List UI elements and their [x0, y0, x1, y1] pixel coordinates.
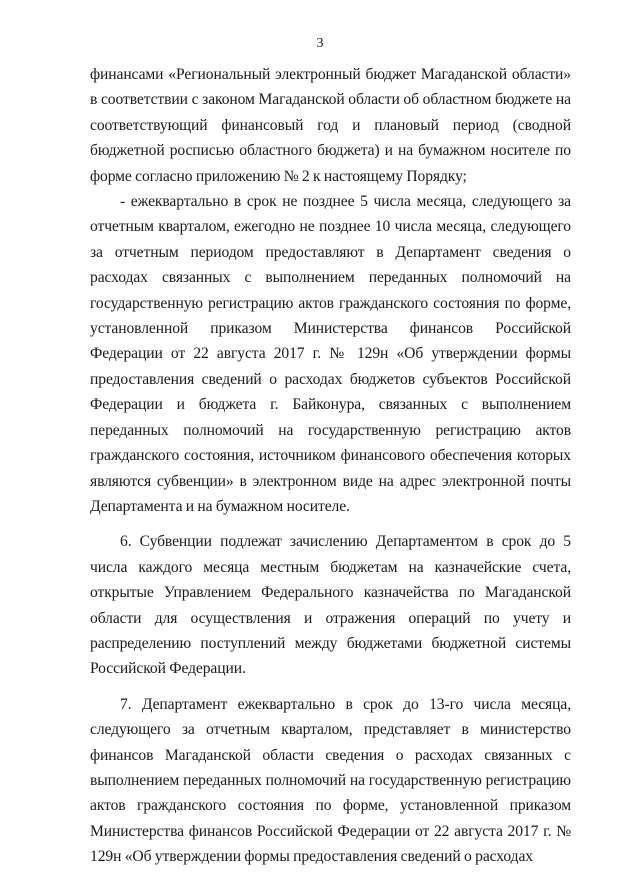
page-number: 3 — [316, 36, 324, 51]
paragraph-item-7-department-reporting: 7. Департамент ежеквартально в срок до 13-го числа месяца, следующего за отчетным кварталом, представляет в министерство финансов Магаданской области сведения о расходах связанных с выполнением переданных полномочий на государственную регистрацию актов гражданского состояния по форме, установленной приказом Министерства финансов Российской Федерации от 22 августа 2017 г. № 129н «Об утверждении формы предоставления сведений о расходах — [90, 695, 571, 866]
paragraph-item-6-subvention-crediting: 6. Субвенции подлежат зачислению Департаментом в срок до 5 числа каждого месяца местным бюджетам на казначейские счета, открытые Управлением Федерального казначейства по Магаданской области для осуществления и отражения операций по учету и распределению поступлений между бюджетами бюджетной системы Российской Федерации. — [90, 533, 571, 678]
paragraph-budget-reporting-continuation: финансами «Региональный электронный бюджет Магаданской области» в соответствии с законом Магаданской области об областном бюджете на соответствующий финансовый год и плановый период (сводной бюджетной росписью областного бюджета) и на бумажном носителе по форме согласно приложению № 2 к настоящему Порядку; — [90, 66, 571, 185]
paragraph-quarterly-expense-reports: - ежеквартально в срок не позднее 5 числа месяца, следующего за отчетным кварталом, ежегодно не позднее 10 числа месяца, следующего за отчетным периодом предоставляют в Департамент сведения о расходах связанных с выполнением переданных полномочий на государственную регистрацию актов гражданского состояния по форме, установленной приказом Министерства финансов Российской Федерации от 22 августа 2017 г. № 129н «Об утверждении формы предоставления сведений о расходах бюджетов субъектов Российской Федерации и бюджета г. Байконура, связанных с выполнением переданных полномочий на государственную регистрацию актов гражданского состояния, источником финансового обеспечения которых являются субвенции» в электронном виде на адрес электронной почты Департамента и на бумажном носителе. — [90, 193, 571, 515]
document-body — [90, 62, 571, 870]
